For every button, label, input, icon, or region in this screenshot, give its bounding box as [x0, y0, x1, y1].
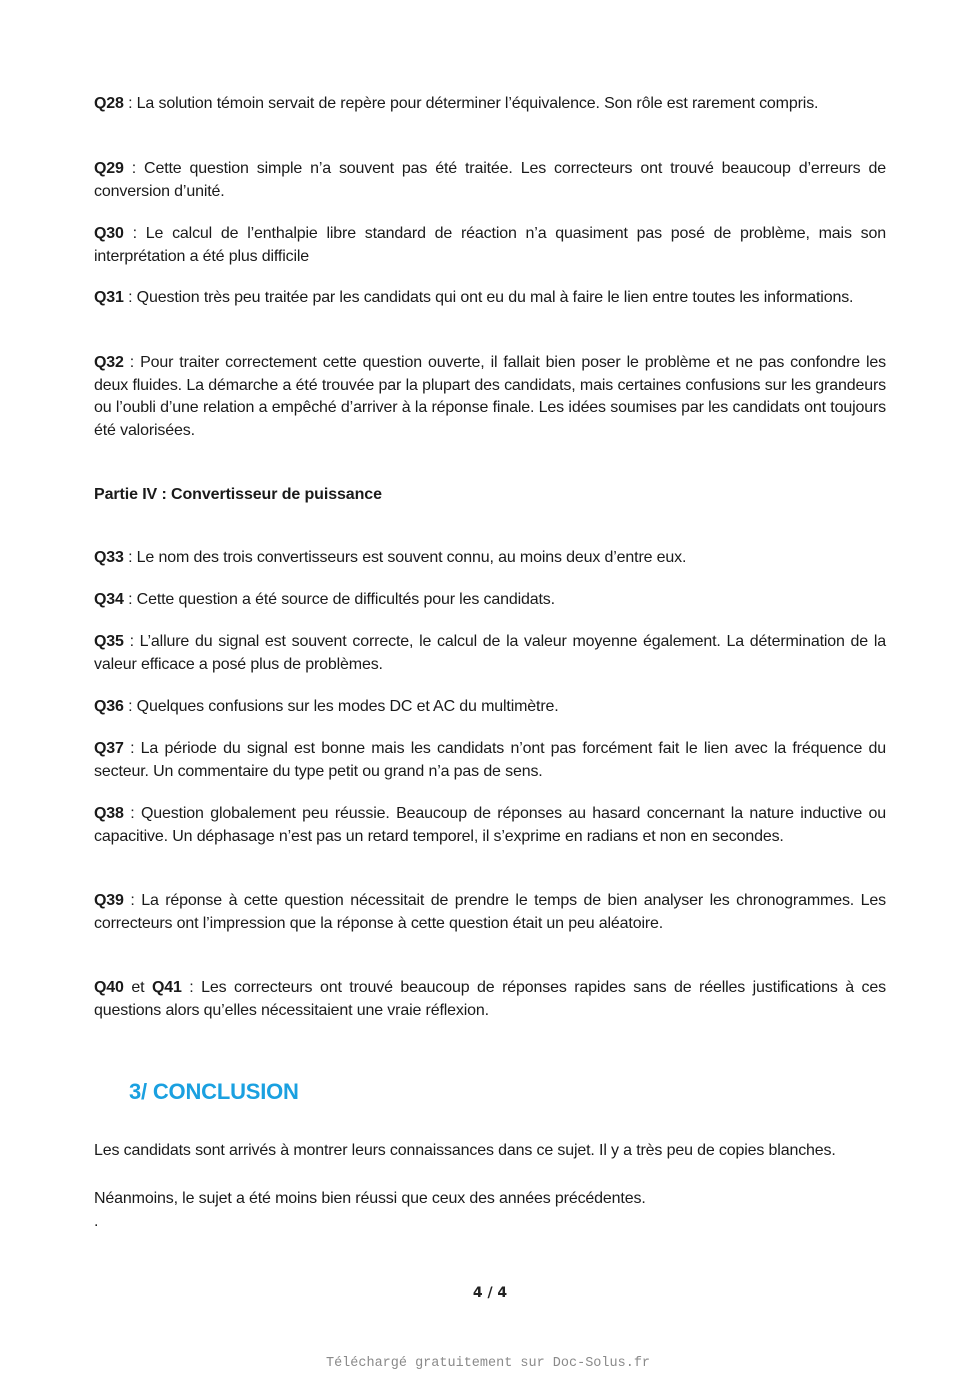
paragraph-text: : L’allure du signal est souvent correcte, le calcul de la valeur moyenne également. La détermination de la valeur efficace a posé plus de problèmes. — [94, 633, 886, 673]
question-label: Q37 — [94, 740, 124, 757]
paragraph-q36 — [94, 696, 886, 719]
download-footer: Téléchargé gratuitement sur Doc-Solus.fr — [325, 1356, 651, 1371]
paragraph-q29 — [94, 158, 886, 203]
part-title: Partie IV : Convertisseur de puissance — [94, 486, 382, 503]
question-label: Q29 — [94, 160, 124, 177]
conclusion-paragraph-2: Néanmoins, le sujet a été moins bien réussi que ceux des années précédentes. — [94, 1190, 646, 1207]
question-label: Q35 — [94, 633, 124, 650]
conclusion-paragraph-1: Les candidats sont arrivés à montrer leurs connaissances dans ce sujet. Il y a très peu de copies blanches. — [94, 1142, 836, 1159]
paragraph-text: : La période du signal est bonne mais les candidats n’ont pas forcément fait le lien avec la fréquence du secteur. Un commentaire du type petit ou grand n’a pas de sens. — [94, 740, 886, 780]
question-label: Q33 — [94, 549, 124, 566]
paragraph-q37 — [94, 738, 886, 783]
paragraph-q34 — [94, 589, 886, 612]
paragraph-q40-q41 — [94, 977, 886, 1022]
paragraph-text: : La solution témoin servait de repère pour déterminer l’équivalence. Son rôle est rarement compris. — [123, 95, 819, 112]
question-label: Q36 — [94, 698, 124, 715]
paragraph-text: : Question très peu traitée par les candidats qui ont eu du mal à faire le lien entre toutes les informations. — [123, 289, 854, 306]
question-label: Q34 — [94, 591, 124, 608]
conclusion-heading: 3/ CONCLUSION — [129, 1079, 299, 1104]
question-label: Q38 — [94, 805, 124, 822]
question-label: Q31 — [94, 289, 124, 306]
question-label: Q32 — [94, 354, 124, 371]
paragraph-text: : Quelques confusions sur les modes DC et AC du multimètre. — [123, 698, 559, 715]
paragraph-text: : Le nom des trois convertisseurs est souvent connu, au moins deux d’entre eux. — [123, 549, 687, 566]
conclusion-paragraph-3: . — [94, 1213, 99, 1230]
page-number: 4 / 4 — [472, 1285, 508, 1301]
paragraph-text: : Question globalement peu réussie. Beaucoup de réponses au hasard concernant la nature inductive ou capacitive. Un déphasage n’est pas un retard temporel, il s’exprime en radians et non en secondes. — [94, 805, 886, 845]
paragraph-q30 — [94, 223, 886, 268]
paragraph-text: : Cette question a été source de difficultés pour les candidats. — [123, 591, 555, 608]
paragraph-text: : Cette question simple n’a souvent pas été traitée. Les correcteurs ont trouvé beaucoup d’erreurs de conversion d’unité. — [94, 160, 886, 200]
paragraph-q31 — [94, 287, 886, 310]
label-joiner: et — [123, 979, 152, 996]
paragraph-q33 — [94, 547, 886, 570]
paragraph-q38 — [94, 803, 886, 848]
question-label: Q40 — [94, 979, 124, 996]
question-label: Q30 — [94, 225, 124, 242]
paragraph-q39 — [94, 890, 886, 935]
paragraph-text: : Le calcul de l’enthalpie libre standard de réaction n’a quasiment pas posé de problème, mais son interprétation a été plus difficile — [94, 225, 886, 265]
paragraph-text: : Pour traiter correctement cette question ouverte, il fallait bien poser le problème et ne pas confondre les deux fluides. La démarche a été trouvée par la plupart des candidats, mais certaines confusions sur les grandeurs ou l’oubli d’une relation a empêché d’arriver à la réponse finale. Les idées soumises par les candidats ont toujours été valorisées. — [94, 354, 886, 439]
question-label: Q28 — [94, 95, 124, 112]
question-label: Q39 — [94, 892, 124, 909]
question-label: Q41 — [151, 979, 182, 996]
paragraph-q28 — [94, 93, 886, 116]
paragraph-q35 — [94, 631, 886, 676]
paragraph-q32 — [94, 352, 886, 442]
paragraph-text: : La réponse à cette question nécessitait de prendre le temps de bien analyser les chronogrammes. Les correcteurs ont l’impression que la réponse à cette question était un peu aléatoire. — [94, 892, 886, 932]
paragraph-text: : Les correcteurs ont trouvé beaucoup de réponses rapides sans de réelles justifications à ces questions alors qu’elles nécessitaient une vraie réflexion. — [94, 979, 886, 1019]
